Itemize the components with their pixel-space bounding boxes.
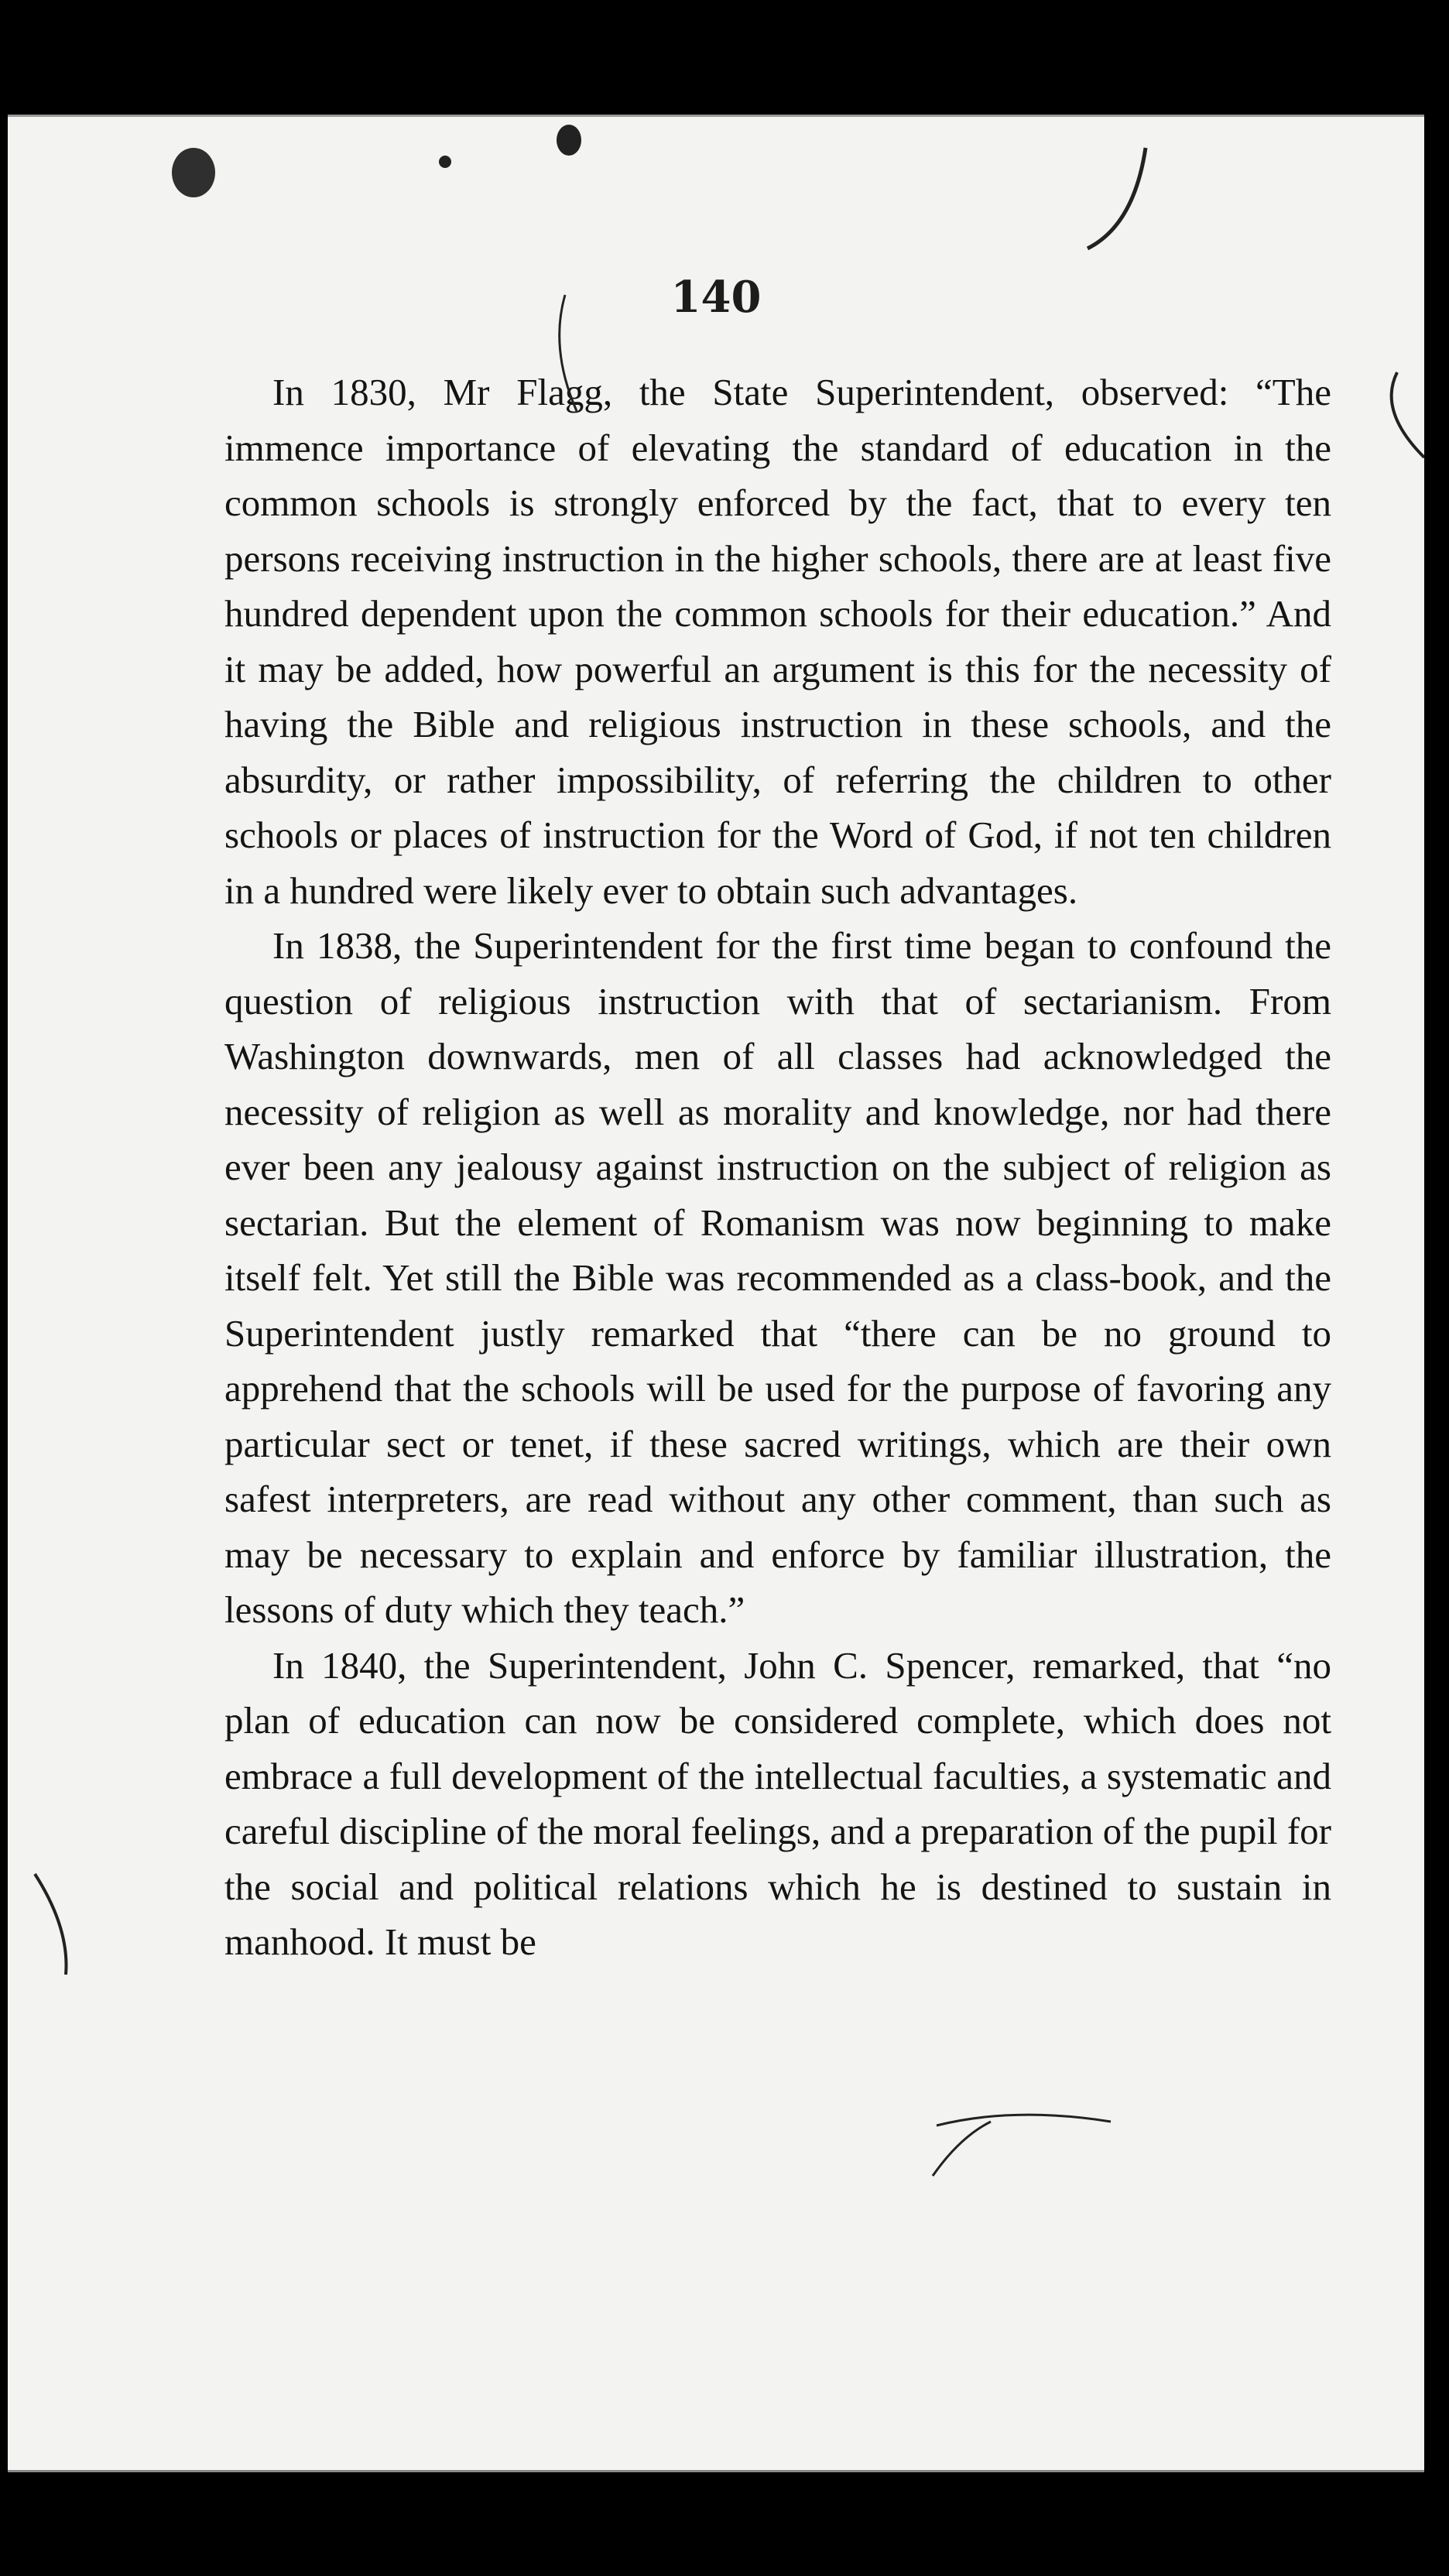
pen-bracket-right [1392, 372, 1424, 457]
pen-mark-cross [937, 2115, 1111, 2126]
pen-mark-slash [933, 2122, 991, 2176]
paragraph-1840: In 1840, the Superintendent, John C. Spencer, remarked, that “no plan of education can now be considered complete, which does not embrace a full development of the intellectual faculties, a systematic and careful discipline of the moral feelings, and a preparation of the pupil for the social and political relations which he is destined to sustain in manhood. It must be [224, 1643, 1331, 1963]
body-text [224, 365, 1331, 1970]
paragraph-1830: In 1830, Mr Flagg, the State Superintendent, observed: “The immence importance of elevating the standard of education in the common schools is strongly enforced by the fact, that to every ten persons receiving instruction in the higher schools, there are at least five hundred dependent upon the common schools for their education.” And it may be added, how powerful an argument is this for the necessity of having the Bible and religious instruction in these schools, and the absurdity, or rather impossibility, of referring the children to other schools or places of instruction for the Word of God, if not ten children in a hundred were likely ever to obtain such advantages. [224, 371, 1331, 912]
scanned-page [8, 115, 1424, 2472]
ink-dot [439, 156, 451, 168]
paragraph-1838: In 1838, the Superintendent for the first time began to confound the question of religious instruction with that of sectarianism. From Washington downwards, men of all classes had acknowledged the necessity of religion as well as morality and knowledge, nor had there ever been any jealousy against instruction on the subject of religion as sectarian. But the element of Romanism was now beginning to make itself felt. Yet still the Bible was recommended as a class-book, and the Superintendent justly remarked that “there can be no ground to apprehend that the schools will be used for the purpose of favoring any particular sect or tenet, if these sacred writings, which are their own safest interpreters, are read without any other comment, than such as may be necessary to explain and enforce by familiar illustration, the lessons of duty which they teach.” [224, 924, 1331, 1631]
ink-blot [172, 148, 215, 197]
pen-stroke-top [1088, 148, 1146, 248]
pen-bracket-left [35, 1874, 67, 1975]
page-number: 140 [670, 272, 762, 323]
ink-blot-small [557, 125, 581, 156]
